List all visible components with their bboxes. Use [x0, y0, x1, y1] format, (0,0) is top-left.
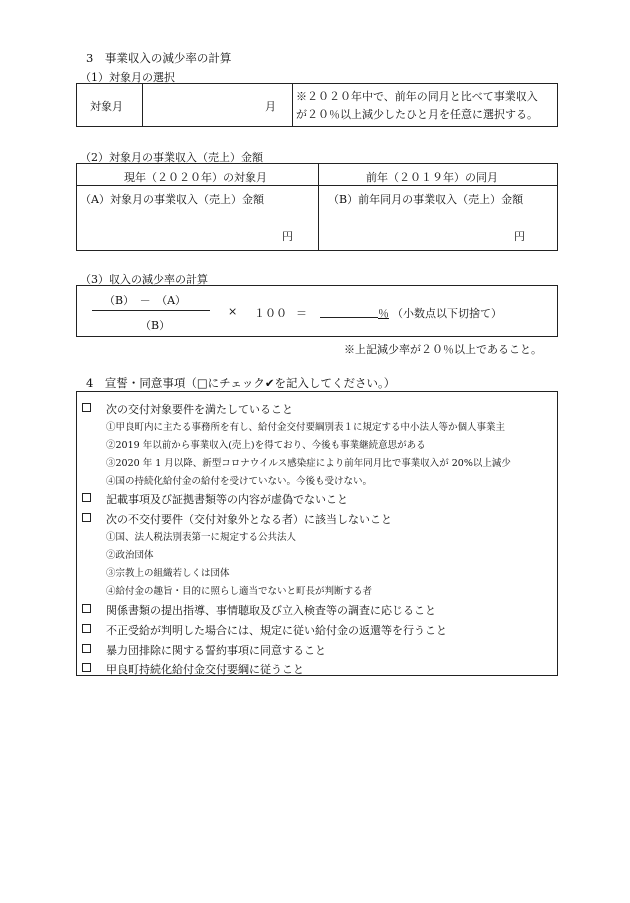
- requirement-2: ②2019 年以前から事業収入(売上)を得ており、今後も事業継続意思がある: [106, 440, 426, 451]
- section3-heading: 3 事業収入の減少率の計算: [86, 51, 232, 65]
- yen-a: 円: [282, 230, 293, 243]
- target-month-input[interactable]: [150, 91, 280, 119]
- pledge-item-4: 関係書類の提出指導、事情聴取及び立入検査等の調査に応じること: [106, 604, 436, 617]
- fraction-bar: [92, 310, 210, 311]
- section4-heading: 4 宣誓・同意事項（□にチェック✔を記入してください。）: [86, 376, 396, 390]
- col-prev-header: 前年（２０１９年）の同月: [366, 171, 498, 184]
- checkbox-6[interactable]: [82, 644, 91, 653]
- formula-denominator: （B）: [140, 319, 171, 332]
- checkbox-2[interactable]: [82, 493, 91, 502]
- requirement-1: ①甲良町内に主たる事務所を有し、給付金交付要綱別表１に規定する中小法人等か個人事業主: [106, 422, 506, 433]
- target-month-note-1: ※２０２０年中で、前年の同月と比べて事業収入: [296, 90, 538, 103]
- rate-requirement-note: ※上記減少率が２０％以上であること。: [344, 343, 542, 356]
- requirement-4: ④国の持続化給付金の給付を受けていない。今後も受けない。: [106, 476, 373, 487]
- equals-sign: ＝: [296, 307, 307, 320]
- sub2-title: （2）対象月の事業収入（売上）金額: [80, 151, 263, 164]
- checkbox-3[interactable]: [82, 513, 91, 522]
- rate-input[interactable]: [320, 303, 378, 318]
- hundred: １００: [254, 307, 287, 320]
- checkbox-1[interactable]: [82, 403, 91, 412]
- rounding-note: （小数点以下切捨て）: [392, 307, 502, 320]
- checkbox-4[interactable]: [82, 604, 91, 613]
- formula-numerator: （B） － （A）: [104, 294, 187, 307]
- exclusion-4: ④給付金の趣旨・目的に照らし適当でないと町長が判断する者: [106, 586, 373, 597]
- yen-b: 円: [514, 230, 525, 243]
- cell-a-label: （A）対象月の事業収入（売上）金額: [80, 193, 264, 206]
- pledge-item-1: 次の交付対象要件を満たしていること: [106, 403, 293, 416]
- target-month-label: 対象月: [90, 100, 123, 113]
- amount-b-input[interactable]: [330, 208, 510, 240]
- target-month-note-2: が２０％以上減少したひと月を任意に選択する。: [296, 108, 538, 121]
- sub1-title: （1）対象月の選択: [80, 71, 175, 84]
- requirement-3: ③2020 年 1 月以降、新型コロナウイルス感染症により前年同月比で事業収入が 20%以上減少: [106, 458, 511, 469]
- pledge-item-7: 甲良町持続化給付金交付要綱に従うこと: [106, 663, 304, 676]
- amount-a-input[interactable]: [90, 208, 280, 240]
- checkbox-5[interactable]: [82, 624, 91, 633]
- pledge-item-5: 不正受給が判明した場合には、規定に従い給付金の返還等を行うこと: [106, 624, 447, 637]
- checkbox-7[interactable]: [82, 663, 91, 672]
- cell-b-label: （B）前年同月の事業収入（売上）金額: [328, 193, 524, 206]
- exclusion-3: ③宗教上の組織若しくは団体: [106, 568, 230, 579]
- pledge-item-6: 暴力団排除に関する誓約事項に同意すること: [106, 644, 326, 657]
- pledge-item-2: 記載事項及び証拠書類等の内容が虚偽でないこと: [106, 493, 348, 506]
- pledge-item-3: 次の不交付要件（交付対象外となる者）に該当しないこと: [106, 513, 392, 526]
- exclusion-2: ②政治団体: [106, 550, 154, 561]
- target-month-unit: 月: [265, 100, 276, 113]
- sub3-title: （3）収入の減少率の計算: [80, 273, 208, 286]
- col-current-header: 現年（２０２０年）の対象月: [124, 171, 267, 184]
- percent-sign: ％: [378, 307, 389, 320]
- times-sign: ×: [228, 305, 238, 318]
- exclusion-1: ①国、法人税法別表第一に規定する公共法人: [106, 532, 297, 543]
